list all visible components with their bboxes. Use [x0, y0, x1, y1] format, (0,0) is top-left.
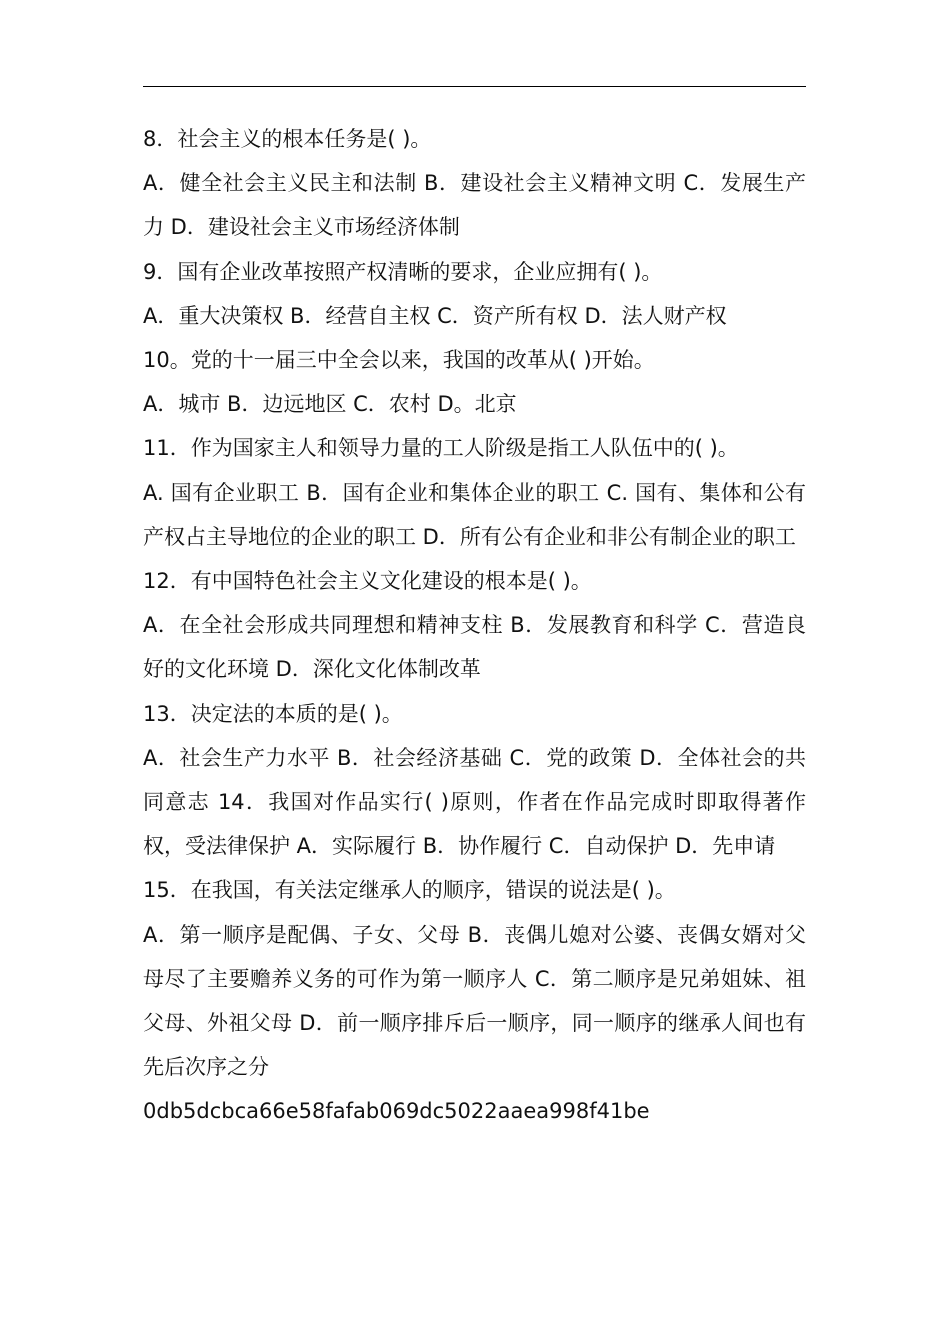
- document-hash: 0db5dcbca66e58fafab069dc5022aaea998f41be: [143, 1099, 650, 1124]
- question-8-options: A．健全社会主义民主和法制 B．建设社会主义精神文明 C．发展生产力 D．建设社会主义市场经济体制: [143, 171, 806, 240]
- question-11-options: A. 国有企业职工 B．国有企业和集体企业的职工 C. 国有、集体和公有产权占主导地位的企业的职工 D．所有公有企业和非公有制企业的职工: [143, 480, 806, 549]
- question-11: 11．作为国家主人和领导力量的工人阶级是指工人队伍中的( )。: [143, 436, 739, 461]
- question-10-options: A．城市 B．边远地区 C．农村 D。北京: [143, 392, 517, 417]
- question-13: 13．决定法的本质的是( )。: [143, 701, 403, 726]
- question-12-options: A．在全社会形成共同理想和精神支柱 B．发展教育和科学 C．营造良好的文化环境 D．深化文化体制改革: [143, 613, 806, 682]
- question-12: 12．有中国特色社会主义文化建设的根本是( )。: [143, 569, 592, 594]
- question-9-options: A．重大决策权 B．经营自主权 C．资产所有权 D．法人财产权: [143, 303, 727, 328]
- document-body: [143, 117, 806, 1134]
- question-10: 10。党的十一届三中全会以来，我国的改革从( )开始。: [143, 348, 655, 373]
- question-15-options: A．第一顺序是配偶、子女、父母 B．丧偶儿媳对公婆、丧偶女婿对父母尽了主要赡养义务的可作为第一顺序人 C．第二顺序是兄弟姐妹、祖父母、外祖父母 D．前一顺序排斥后一顺序，同一顺序的继承人间也有先后次序之分: [143, 922, 806, 1080]
- question-15: 15．在我国，有关法定继承人的顺序，错误的说法是( )。: [143, 878, 676, 903]
- question-8: 8．社会主义的根本任务是( )。: [143, 127, 432, 151]
- question-9: 9．国有企业改革按照产权清晰的要求，企业应拥有( )。: [143, 259, 663, 284]
- header-rule: [143, 86, 806, 87]
- question-13-options-and-question-14: A．社会生产力水平 B．社会经济基础 C．党的政策 D．全体社会的共同意志 14．我国对作品实行( )原则，作者在作品完成时即取得著作权，受法律保护 A．实际履行 B．协作履行 C．自动保护 D．先申请: [143, 745, 806, 859]
